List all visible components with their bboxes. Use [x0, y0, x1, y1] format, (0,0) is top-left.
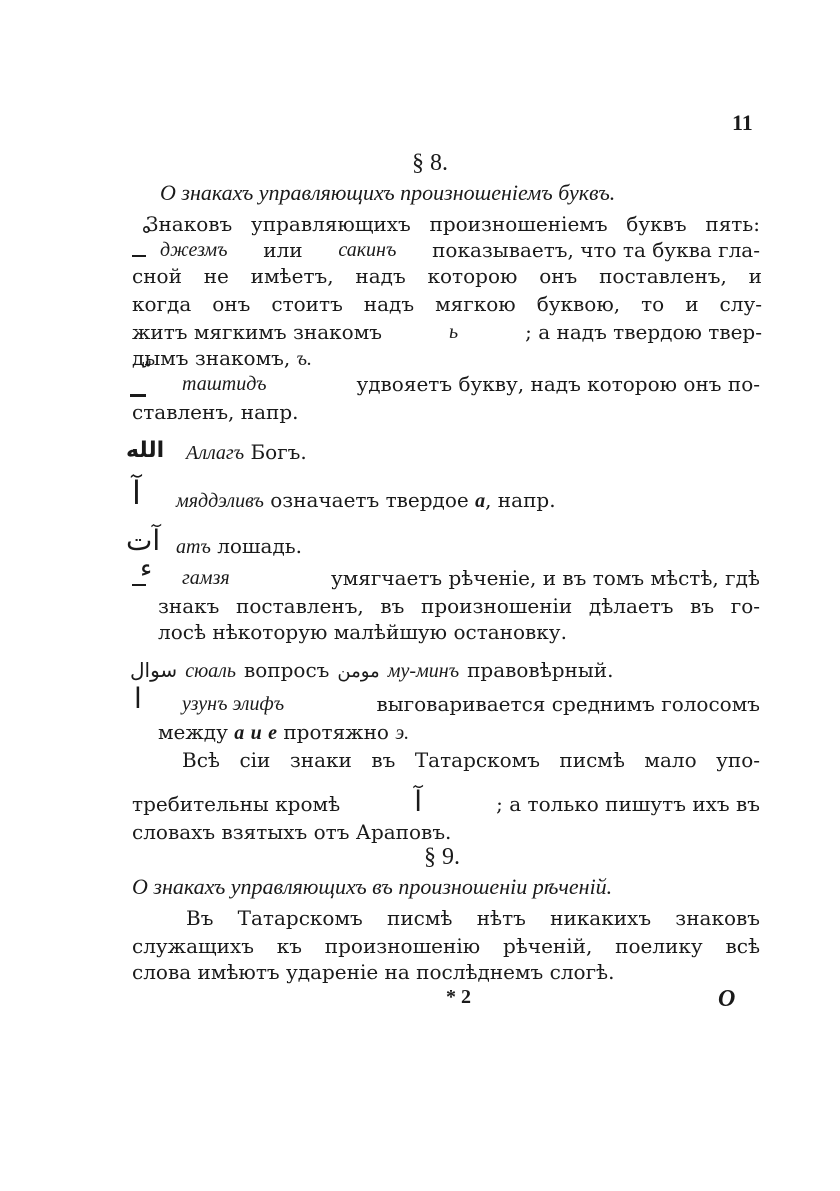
para-line-2-post: ; а только пишутъ ихъ въ [496, 792, 760, 816]
sakin-name: сакинъ [338, 239, 397, 261]
soft-sign: ь [449, 321, 459, 343]
jezm-line-4-post: ; а надъ твердою твер- [525, 320, 762, 344]
uzun-a: а [234, 722, 245, 744]
madda-line [176, 488, 636, 513]
s9-line-2: служащихъ къ произношенiю рѣченiй, поелику всѣ [132, 934, 760, 958]
sual-meaning: вопросъ [244, 658, 330, 682]
jezm-line-4 [132, 320, 762, 344]
jezm-name: джезмъ [160, 239, 228, 261]
section-heading-8: О знакахъ управляющихъ произношенiемъ буквъ. [160, 180, 616, 205]
jezm-line-4-pre: житъ мягкимъ знакомъ [132, 320, 382, 344]
hard-sign: ъ. [296, 348, 312, 370]
hamza-sign: ء [140, 554, 153, 584]
uzun-e: е [268, 722, 277, 744]
uzun-line-1 [182, 692, 760, 716]
sual-arabic: سوال [130, 658, 178, 682]
tashdid-line-1 [182, 372, 760, 396]
allah-line [186, 440, 386, 465]
section-heading-9: О знакахъ управляющихъ въ произношенiи рѣченiй. [132, 874, 613, 899]
at-arabic: آت [126, 524, 161, 557]
hamza-baseline [132, 584, 146, 586]
section-mark-9: § 9. [424, 844, 460, 870]
tashdid-baseline [130, 394, 146, 397]
jezm-line-1-rest: показываетъ, что та буква гла- [432, 238, 760, 262]
tashdid-name: таштидъ [182, 373, 267, 395]
mumin-arabic: مومن [337, 661, 380, 682]
mumin-word: му-минъ [387, 660, 460, 682]
s9-line-1: Въ Татарскомъ писмѣ нѣтъ никакихъ знаковъ [186, 906, 760, 930]
para-line-2 [132, 785, 760, 818]
jezm-or: или [263, 238, 303, 262]
jezm-baseline [132, 255, 146, 257]
at-name: атъ [176, 536, 211, 558]
hamza-line-2: знакъ поставленъ, въ произношенiи дѣлаетъ въ го- [158, 594, 760, 618]
uzun-between: между [158, 720, 228, 744]
uzun-line-2 [158, 720, 578, 745]
para-line-3: словахъ взятыхъ отъ Араповъ. [132, 820, 452, 844]
hamza-line-3: лосѣ нѣкоторую малѣйшую остановку. [158, 620, 567, 644]
uzun-and: и [250, 722, 262, 744]
madda-end: , напр. [485, 488, 556, 512]
uzun-elif-sign: ا [134, 682, 142, 715]
mumin-meaning: правовѣрный. [467, 658, 614, 682]
signature-mark: * 2 [446, 986, 471, 1008]
madda-rest: означаетъ твердое [270, 488, 469, 512]
allah-name: Аллагъ [186, 442, 245, 464]
uzun-line-1-rest: выговаривается среднимъ голосомъ [376, 692, 760, 716]
at-meaning: лошадь. [217, 534, 303, 558]
s9-line-3: слова имѣютъ ударенiе на послѣднемъ слогѣ. [132, 960, 615, 984]
tashdid-line-2: ставленъ, напр. [132, 400, 299, 424]
allah-arabic: الله [126, 438, 165, 463]
jezm-line-5 [132, 346, 762, 371]
madda-name: мяддэливъ [176, 490, 264, 512]
tashdid-line-1-rest: удвояетъ букву, надъ которою онъ по- [356, 372, 760, 396]
sual-word: сюаль [185, 660, 236, 682]
para-madda-glyph: آ [414, 785, 423, 818]
jezm-line-3: когда онъ стоитъ надъ мягкою буквою, то и слу- [132, 292, 762, 316]
example-line [130, 658, 690, 684]
madda-sign: آ [132, 474, 141, 512]
allah-meaning: Богъ. [250, 440, 307, 464]
hamza-line-1-rest: умягчаетъ рѣченiе, и въ томъ мѣстѣ, гдѣ [330, 566, 760, 590]
jezm-line-1 [160, 238, 760, 262]
para-line-2-pre: требительны кромѣ [132, 792, 341, 816]
uzun-e2: э. [395, 722, 410, 744]
hamza-name: гамзя [182, 567, 230, 589]
para-line-1: Всѣ сiи знаки въ Татарскомъ писмѣ мало упо- [182, 748, 760, 772]
hamza-line-1 [182, 566, 760, 590]
uzun-name: узунъ элифъ [182, 693, 285, 715]
at-line [176, 534, 376, 559]
jezm-line-5-pre: дымъ знакомъ, [132, 346, 291, 370]
jezm-line-2: сной не имѣетъ, надъ которою онъ поставленъ, и [132, 264, 762, 288]
catchword: О [718, 986, 736, 1012]
page-number: 11 [732, 110, 753, 135]
section-mark-8: § 8. [412, 150, 448, 176]
intro-line: Знаковъ управляющихъ произношенiемъ буквъ пять: [146, 212, 760, 236]
madda-letter: а [475, 490, 486, 512]
uzun-prolonged: протяжно [283, 720, 389, 744]
